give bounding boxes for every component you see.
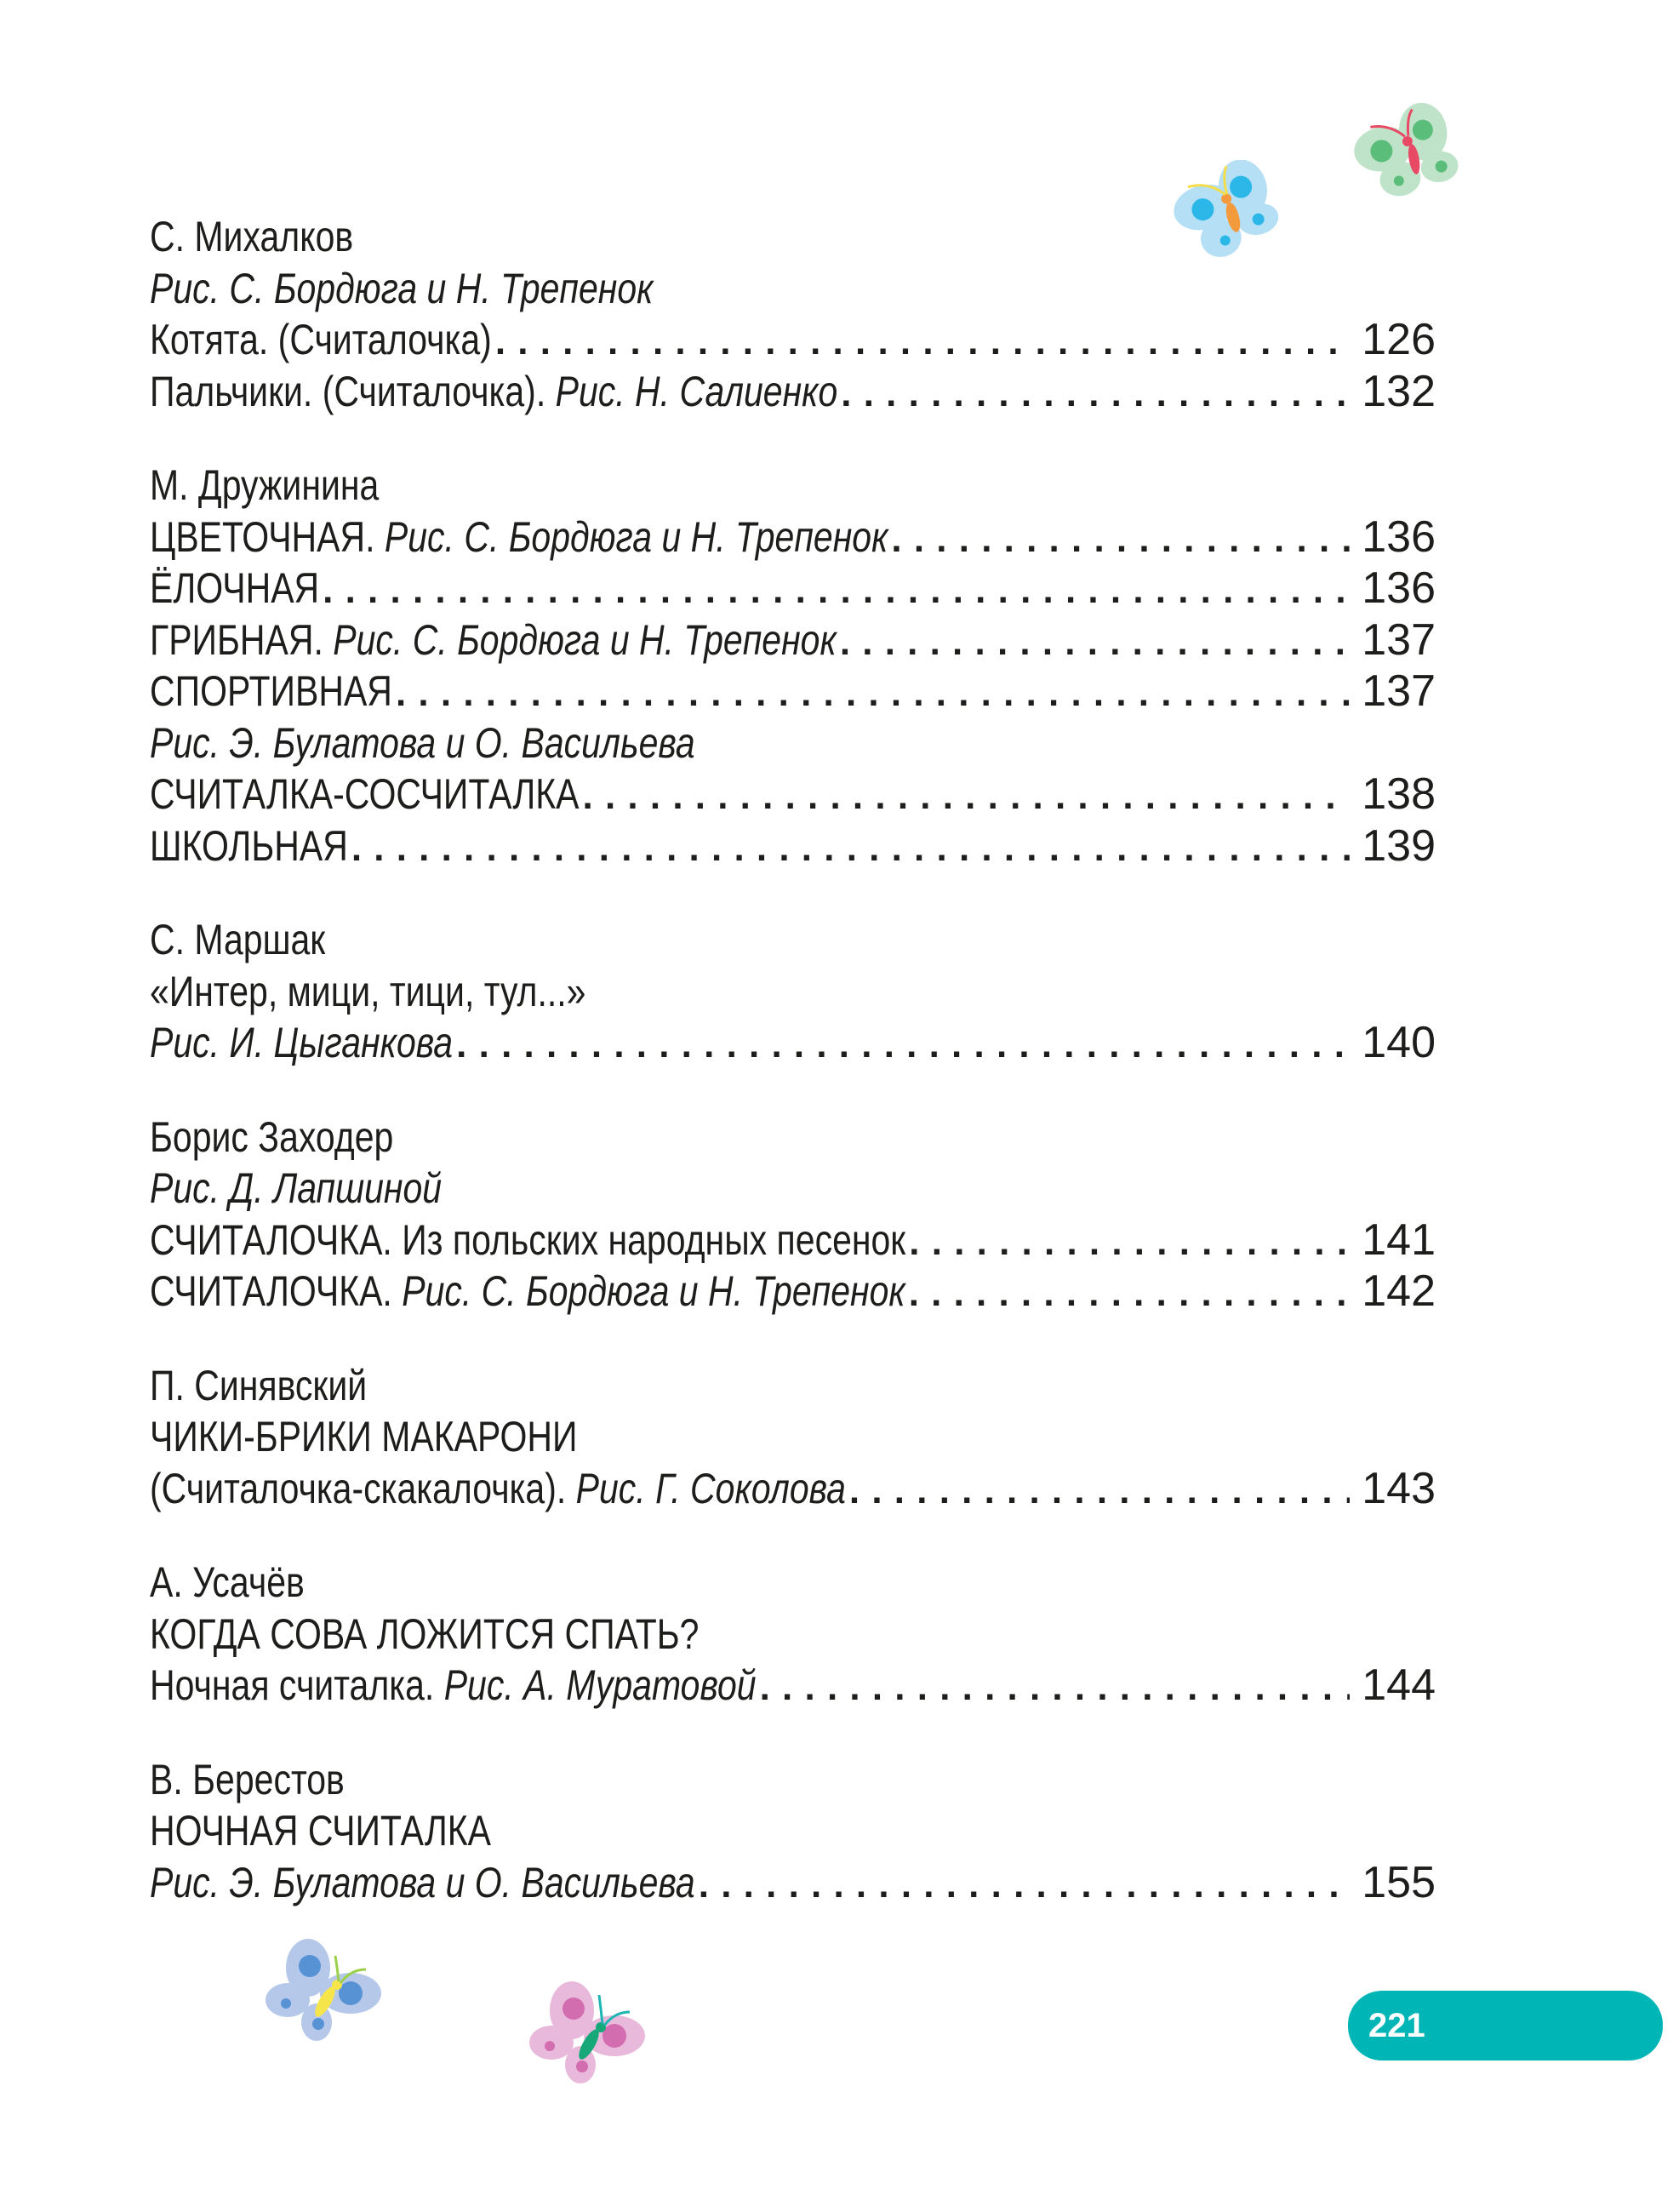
page-ref: 138 <box>1362 769 1436 819</box>
page-ref: 143 <box>1362 1463 1436 1513</box>
entry-text <box>150 563 1350 616</box>
toc-author <box>150 914 1436 965</box>
illustrator-credit: Рис. И. Цыганкова <box>150 1019 454 1066</box>
illustrator-credit: Рис. С. Бордюга и Н. Трепенок <box>333 615 837 664</box>
toc-entry[interactable] <box>150 512 1436 563</box>
toc-author <box>150 1360 1436 1411</box>
toc-entry[interactable] <box>150 820 1436 872</box>
entry-title: ЁЛОЧНАЯ <box>150 564 320 612</box>
illustrator-credit: Рис. С. Бордюга и Н. Трепенок <box>150 264 654 312</box>
toc-illustrator <box>150 717 1436 769</box>
toc-entry[interactable] <box>150 563 1436 614</box>
page-ref: 137 <box>1362 666 1436 716</box>
toc-entry[interactable] <box>150 1463 1436 1514</box>
toc-author <box>150 1754 1436 1805</box>
toc-entry[interactable] <box>150 366 1436 417</box>
toc-title <box>150 1805 1436 1856</box>
author-name: П. Синявский <box>150 1361 368 1409</box>
toc-title <box>150 1609 1436 1660</box>
entry-text <box>150 769 1350 822</box>
page-ref: 136 <box>1362 512 1436 562</box>
illustrator-credit: Рис. С. Бордюга и Н. Трепенок <box>402 1267 905 1315</box>
page-ref: 142 <box>1362 1266 1436 1316</box>
work-title: ЧИКИ-БРИКИ МАКАРОНИ <box>150 1413 578 1460</box>
toc-author <box>150 460 1436 511</box>
toc-entry[interactable] <box>150 314 1436 365</box>
toc-title <box>150 966 1436 1017</box>
dot-leader <box>846 1466 1350 1517</box>
author-name: А. Усачёв <box>150 1558 305 1606</box>
entry-text <box>150 1266 1350 1319</box>
butterfly-pink-icon <box>519 1975 655 2094</box>
author-name: В. Берестов <box>150 1755 345 1803</box>
illustrator-credit: Рис. Г. Соколова <box>575 1464 846 1512</box>
entry-title: СЧИТАЛОЧКА. <box>150 1267 392 1315</box>
entry-text <box>150 820 1350 874</box>
toc-title <box>150 1411 1436 1462</box>
toc-entry[interactable] <box>150 1857 1436 1908</box>
toc-author <box>150 1557 1436 1608</box>
page-ref: 139 <box>1362 820 1436 871</box>
work-title: КОГДА СОВА ЛОЖИТСЯ СПАТЬ? <box>150 1609 700 1658</box>
entry-text <box>150 1857 1350 1911</box>
dot-leader <box>580 771 1351 822</box>
toc-illustrator <box>150 1163 1436 1214</box>
page-number: 221 <box>1368 2007 1425 2044</box>
illustrator-credit: Рис. Э. Булатова и О. Васильева <box>150 718 695 767</box>
entry-title: (Считалочка-скакалочка). <box>150 1464 567 1512</box>
entry-title: СПОРТИВНАЯ <box>150 667 392 715</box>
dot-leader <box>888 514 1350 565</box>
toc-entry[interactable] <box>150 666 1436 717</box>
page-ref: 144 <box>1362 1660 1436 1710</box>
entry-title: ШКОЛЬНАЯ <box>150 821 348 870</box>
dot-leader <box>837 369 1350 420</box>
dot-leader <box>348 823 1350 874</box>
page-ref: 155 <box>1362 1857 1436 1907</box>
dot-leader <box>319 565 1350 616</box>
entry-title: ГРИБНАЯ. <box>150 615 323 664</box>
illustrator-credit: Рис. Н. Салиенко <box>555 367 838 415</box>
illustrator-credit: Рис. С. Бордюга и Н. Трепенок <box>384 512 888 561</box>
toc-entry[interactable] <box>150 769 1436 820</box>
entry-text <box>150 314 1350 368</box>
butterfly-green-icon <box>1353 102 1464 200</box>
dot-leader <box>757 1662 1351 1713</box>
author-name: М. Дружинина <box>150 461 380 509</box>
entry-text <box>150 666 1350 719</box>
page-ref: 140 <box>1362 1018 1436 1067</box>
author-name: С. Михалков <box>150 213 354 260</box>
entry-text <box>150 1660 1350 1713</box>
entry-title: СЧИТАЛОЧКА. Из польских народных песенок <box>150 1215 906 1264</box>
page-ref: 137 <box>1362 614 1436 665</box>
butterfly-lavender-icon <box>255 1932 391 2051</box>
toc-illustrator <box>150 263 1436 314</box>
toc-entry[interactable] <box>150 1215 1436 1266</box>
illustrator-credit: Рис. Э. Булатова и О. Васильева <box>150 1858 695 1906</box>
page-ref: 126 <box>1362 315 1436 364</box>
toc-entry[interactable] <box>150 1017 1436 1068</box>
toc-entry[interactable] <box>150 1266 1436 1317</box>
entry-text <box>150 614 1350 668</box>
entry-title: ЦВЕТОЧНАЯ. <box>150 512 375 561</box>
entry-title: Пальчики. (Считалочка). <box>150 367 546 415</box>
entry-text <box>150 1215 1350 1268</box>
author-name: С. Маршак <box>150 916 326 963</box>
dot-leader <box>905 1268 1351 1319</box>
entry-text <box>150 1463 1350 1517</box>
work-title: НОЧНАЯ СЧИТАЛКА <box>150 1807 491 1855</box>
entry-title: Ночная считалка. <box>150 1661 435 1709</box>
dot-leader <box>492 317 1350 368</box>
illustrator-credit: Рис. А. Муратовой <box>443 1661 757 1709</box>
illustrator-credit: Рис. Д. Лапшиной <box>150 1164 443 1212</box>
dot-leader <box>453 1020 1350 1071</box>
dot-leader <box>905 1217 1350 1268</box>
toc-author <box>150 211 1436 262</box>
dot-leader <box>695 1860 1350 1911</box>
toc-author <box>150 1112 1436 1163</box>
toc-entry[interactable] <box>150 1660 1436 1711</box>
entry-text <box>150 1017 1350 1071</box>
entry-text <box>150 512 1350 565</box>
dot-leader <box>392 668 1350 719</box>
page-ref: 132 <box>1362 366 1436 416</box>
page-ref: 141 <box>1362 1215 1436 1265</box>
entry-title: СЧИТАЛКА-СОСЧИТАЛКА <box>150 770 580 818</box>
entry-text <box>150 366 1350 420</box>
entry-title: Котята. (Считалочка) <box>150 316 492 363</box>
dot-leader <box>837 617 1350 668</box>
page-number-badge <box>1348 1991 1663 2061</box>
toc-entry[interactable] <box>150 614 1436 666</box>
author-name: Борис Заходер <box>150 1112 394 1161</box>
work-title: «Интер, мици, тици, тул...» <box>150 967 586 1015</box>
page-ref: 136 <box>1362 563 1436 613</box>
